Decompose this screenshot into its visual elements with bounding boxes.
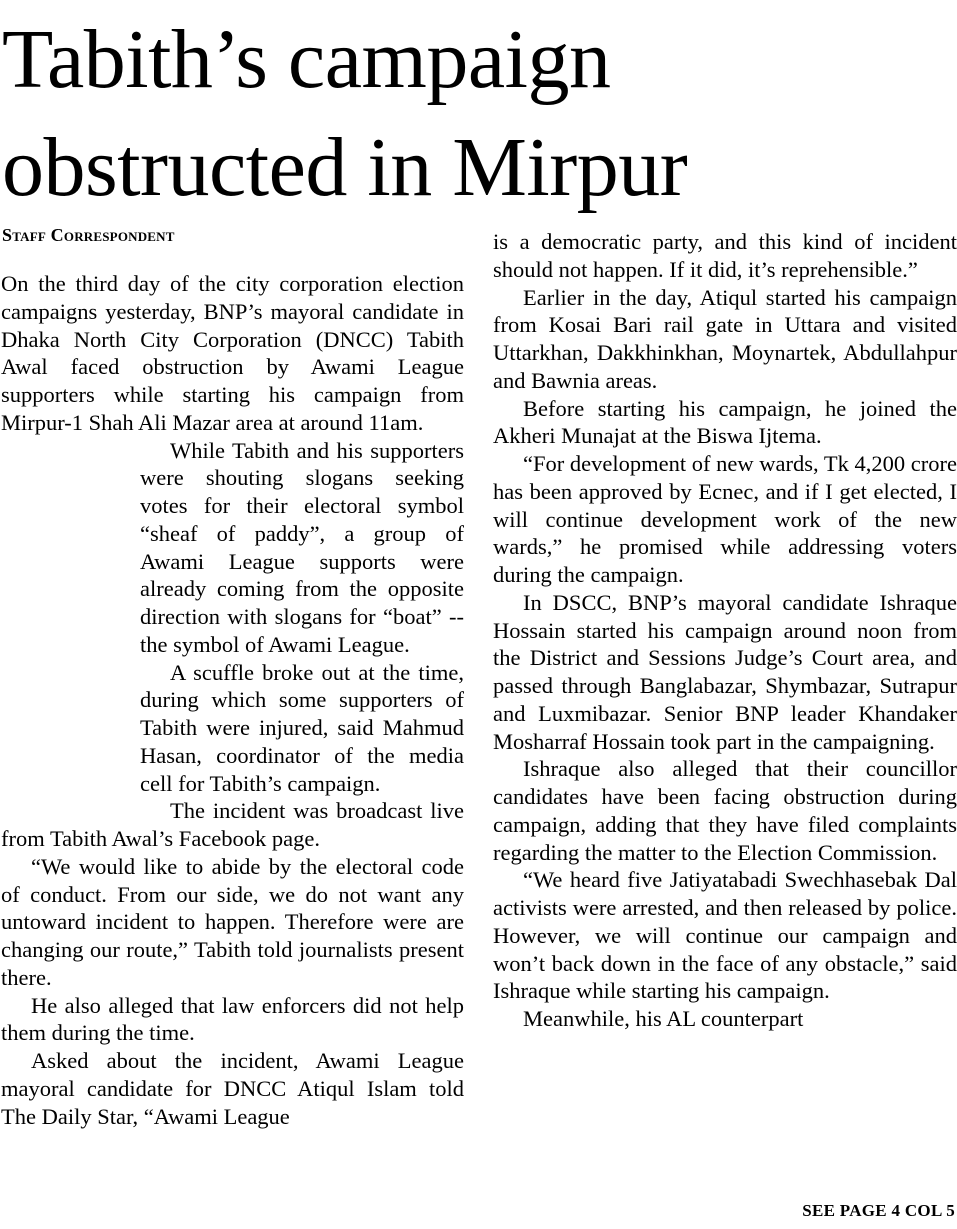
paragraph: In DSCC, BNP’s mayoral candidate Ishraque Hossain started his campaign around noon from the District and Sessions Judge’s Court area, and passed through Banglabazar, Shymbazar, Sutrapur and Luxmibazar. Senior BNP leader Khandaker Mosharraf Hossain took part in the campaigning. — [493, 589, 957, 754]
headline: Tabith’s campaign obstructed in Mirpur — [2, 13, 688, 214]
paragraph: “We would like to abide by the electoral code of conduct. From our side, we do not want any untoward incident to happen. Therefore were are changing our route,” Tabith told journalists present there. — [1, 853, 464, 990]
article-column-right — [493, 228, 957, 1033]
paragraph: Earlier in the day, Atiqul started his campaign from Kosai Bari rail gate in Uttara and visited Uttarkhan, Dakkhinkhan, Moynartek, Abdullahpur and Bawnia areas. — [493, 284, 957, 393]
paragraph: Asked about the incident, Awami League mayoral candidate for DNCC Atiqul Islam told The Daily Star, “Awami League — [1, 1048, 464, 1129]
jump-line: SEE PAGE 4 COL 5 — [802, 1201, 955, 1220]
paragraph-lead: While Tabith and his supporters were shouting slogans seeking votes for their electoral symbol “sheaf of paddy”, a group of Awami League supports were already coming from the opposite direction with slogans for “boat” -- the symbol of Awami League. — [140, 437, 464, 657]
paragraph — [1, 437, 464, 659]
paragraph: Ishraque also alleged that their councillor candidates have been facing obstruction during campaign, adding that they have filed complaints regarding the matter to the Election Commission. — [493, 756, 957, 865]
paragraph: He also alleged that law enforcers did not help them during the time. — [1, 992, 464, 1046]
paragraph: A scuffle broke out at the time, during which some supporters of Tabith were injured, said Mahmud Hasan, coordinator of the media cell for Tabith’s campaign. — [140, 659, 464, 796]
paragraph: Before starting his campaign, he joined the Akheri Munajat at the Biswa Ijtema. — [493, 395, 957, 449]
paragraph: is a democratic party, and this kind of incident should not happen. If it did, it’s reprehensible.” — [493, 229, 957, 282]
inset-space — [1, 492, 140, 824]
paragraph: Meanwhile, his AL counterpart — [523, 1006, 804, 1031]
paragraph: The incident was broadcast live from Tabith Awal’s Facebook page. — [1, 798, 464, 851]
paragraph: “For development of new wards, Tk 4,200 crore has been approved by Ecnec, and if I get elected, I will continue development work of the new wards,” he promised while addressing voters during the campaign. — [493, 451, 957, 587]
paragraph: “We heard five Jatiyatabadi Swechhasebak Dal activists were arrested, and then released by police. However, we will continue our campaign and won’t back down in the face of any obstacle,” said Ishraque while starting his campaign. — [493, 867, 957, 1004]
byline: Staff Correspondent — [2, 225, 175, 245]
article-column-left — [1, 270, 464, 1130]
paragraph: On the third day of the city corporation election campaigns yesterday, BNP’s mayoral candidate in Dhaka North City Corporation (DNCC) Tabith Awal faced obstruction by Awami League supporters while starting his campaign from Mirpur-1 Shah Ali Mazar area at around 11am. — [1, 271, 464, 435]
